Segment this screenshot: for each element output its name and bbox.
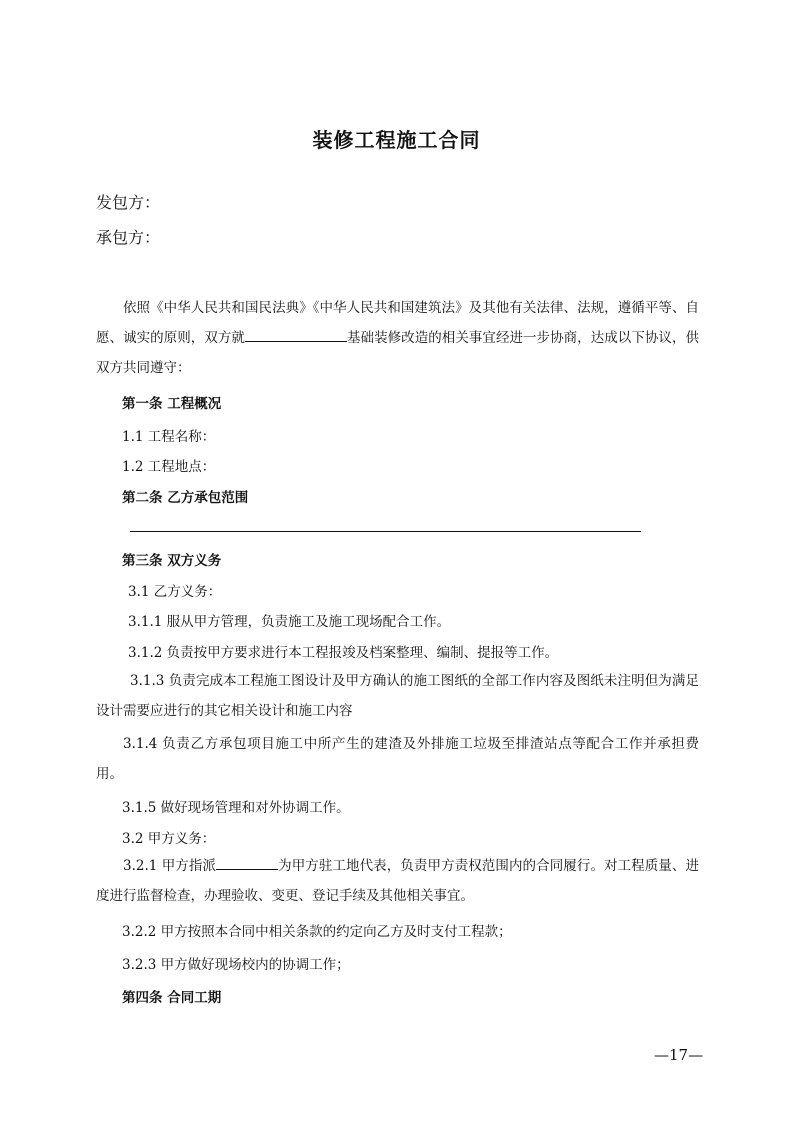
owner-duty-1-text-2: 为甲方驻工地代表，负责甲方责权范围内的合同履行。对工程质量、进度进行监督检查，办理验收、变更、登记手续及其他相关事宜。: [96, 858, 699, 904]
owner-duty-3: 3.2.3 甲方做好现场校内的协调工作；: [122, 957, 350, 973]
contractor-duty-3-text: 3.1.3 负责完成本工程施工图设计及甲方确认的施工图纸的全部工作内容及图纸未注明但为满足设计需要应进行的其它相关设计和施工内容: [96, 673, 699, 719]
contractor-duty-3: [96, 666, 699, 726]
owner-duty-1: [96, 851, 699, 911]
document-title: 装修工程施工合同: [312, 128, 481, 152]
party-a-label: 发包方：: [96, 193, 161, 212]
party-b-label: 承包方：: [96, 228, 161, 247]
intro-paragraph: [96, 293, 699, 383]
contractor-duty-2: 3.1.2 负责按甲方要求进行本工程报竣及档案整理、编制、提报等工作。: [128, 645, 559, 661]
contractor-duty-5: 3.1.5 做好现场管理和对外协调工作。: [122, 800, 350, 816]
owner-duty-1-text-1: 3.2.1 甲方指派: [123, 858, 217, 874]
article-1-item-2: 1.2 工程地点：: [122, 459, 216, 475]
article-1-heading: 第一条 工程概况: [122, 396, 222, 412]
contractor-duties-title: 3.1 乙方义务：: [128, 584, 222, 600]
contractor-duty-1: 3.1.1 服从甲方管理，负责施工及施工现场配合工作。: [128, 614, 451, 630]
project-name-blank: [245, 340, 347, 342]
article-2-heading: 第二条 乙方承包范围: [122, 490, 249, 506]
scope-fill-line: [130, 531, 641, 532]
article-1-item-1: 1.1 工程名称：: [122, 429, 216, 445]
page-number: —17—: [654, 1046, 704, 1064]
owner-duties-title: 3.2 甲方义务：: [122, 831, 216, 847]
contractor-duty-4: [96, 729, 699, 789]
contractor-duty-4-text: 3.1.4 负责乙方承包项目施工中所产生的建渣及外排施工垃圾至排渣站点等配合工作并承担费用。: [96, 736, 699, 782]
owner-duty-2: 3.2.2 甲方按照本合同中相关条款的约定向乙方及时支付工程款；: [122, 924, 512, 940]
article-4-heading: 第四条 合同工期: [122, 990, 222, 1006]
intro-text-1: 依照《中华人民共和国民法典》《中华人民共和国建筑法》及其他有关法律、法规，遵循平等、自愿、诚实的原则，双方就: [96, 300, 699, 346]
site-rep-blank: [216, 868, 278, 870]
article-3-heading: 第三条 双方义务: [122, 553, 222, 569]
intro-text-2: 基础装修改造的相关事宜经进一步协商，达成以下协议，供双方共同遵守：: [96, 330, 700, 376]
